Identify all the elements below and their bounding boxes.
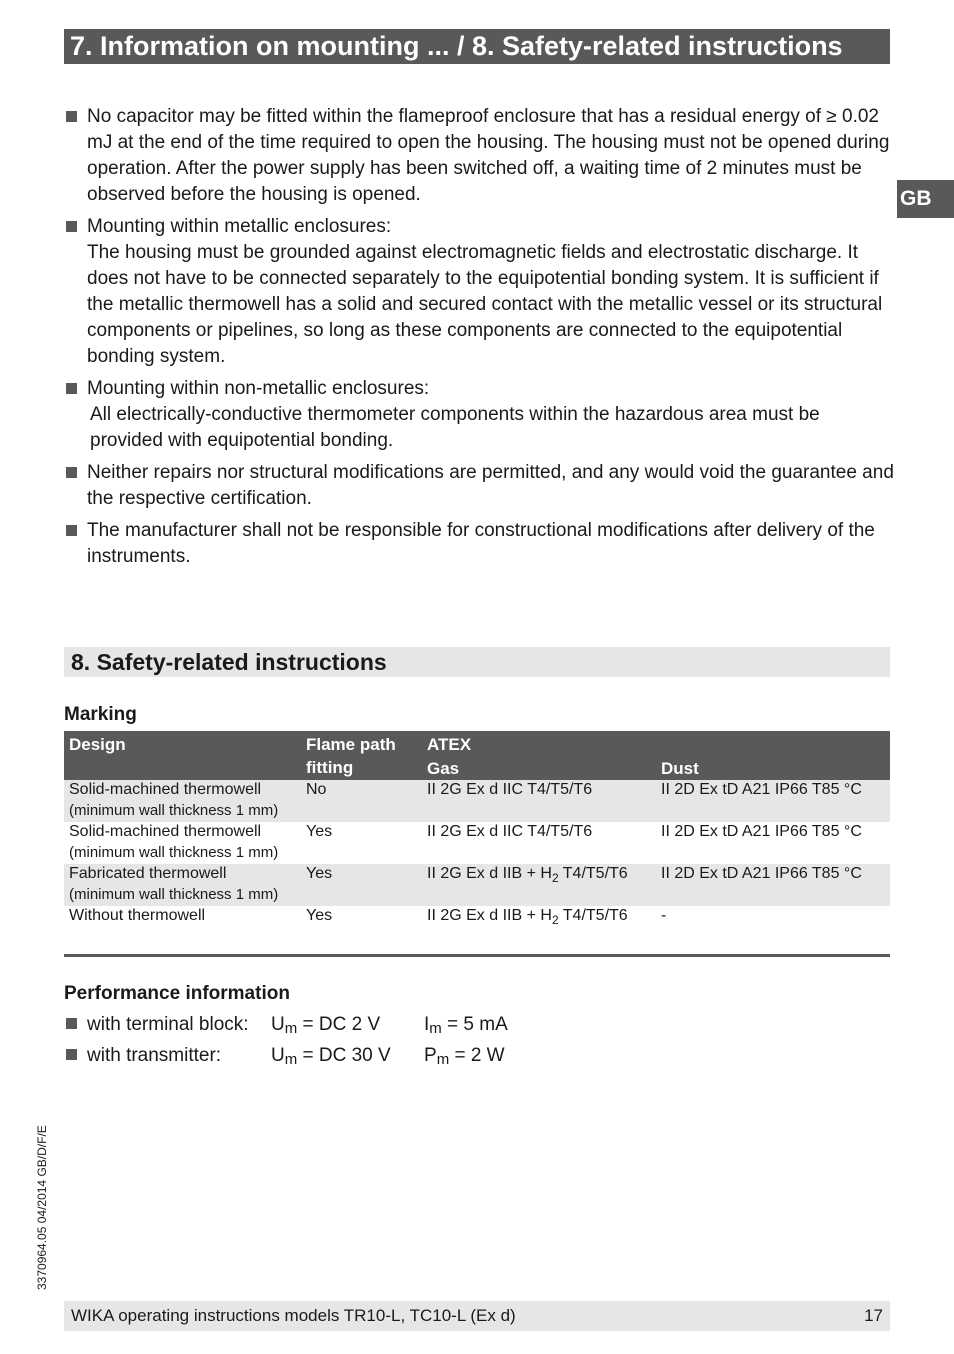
col-gas: Gas — [427, 759, 460, 778]
gas-marking: II 2G Ex d IIC T4/T5/T6 — [427, 823, 593, 840]
page-number: 17 — [864, 1306, 883, 1325]
list-item — [64, 518, 894, 570]
voltage-value — [271, 1042, 424, 1073]
cell-design — [64, 780, 301, 822]
bullet-text: Mounting within non-metallic enclosures: — [87, 378, 430, 399]
gas-marking-suffix: T4/T5/T6 — [558, 865, 628, 882]
voltage-amount: = DC 2 V — [297, 1014, 381, 1035]
footer-text: WIKA operating instructions models TR10-L, TC10-L (Ex d) — [71, 1306, 516, 1325]
square-bullet-icon — [66, 221, 77, 232]
design-note: (minimum wall thickness 1 mm) — [69, 802, 279, 819]
mounting-bullet-list — [64, 104, 894, 576]
table-row — [64, 780, 890, 822]
performance-item — [64, 1042, 894, 1073]
cell-flame-path: Yes — [306, 823, 333, 840]
cell-flame-path: Yes — [306, 907, 333, 924]
section-title: 8. Safety-related instructions — [64, 647, 890, 677]
list-item — [64, 214, 894, 370]
cell-design — [64, 864, 301, 906]
bullet-text: All electrically-conductive thermometer components within the hazardous area must be provided with equipotential bonding. — [90, 404, 820, 451]
col-atex: ATEX — [427, 735, 472, 754]
bullet-text: No capacitor may be fitted within the flameproof enclosure that has a residual energy of ≥ 0.02 mJ at the end of the time required to open the housing. The housing must not be opened during operation. After the power supply has been switched off, a waiting time of 2 minutes must be observed before the housing is opened. — [87, 106, 890, 205]
gas-marking-suffix: T4/T5/T6 — [558, 907, 628, 924]
square-bullet-icon — [66, 383, 77, 394]
square-bullet-icon — [66, 467, 77, 478]
gas-marking: II 2G Ex d IIB + H — [427, 907, 552, 924]
voltage-subscript: m — [284, 1020, 298, 1037]
marking-heading: Marking — [64, 704, 137, 725]
marking-table — [64, 731, 890, 948]
square-bullet-icon — [66, 525, 77, 536]
col-atex-gas — [422, 731, 656, 780]
current-power-amount: = 5 mA — [441, 1014, 508, 1035]
cell-dust: II 2D Ex tD A21 IP66 T85 °C — [656, 780, 890, 822]
cell-design — [64, 822, 301, 864]
current-power-value — [424, 1011, 508, 1042]
cell-gas — [422, 822, 656, 864]
gas-marking: II 2G Ex d IIC T4/T5/T6 — [427, 781, 593, 798]
language-tab: GB — [897, 180, 954, 218]
list-item — [64, 104, 894, 208]
cell-dust: - — [661, 907, 667, 924]
table-row — [64, 864, 890, 906]
design-note: (minimum wall thickness 1 mm) — [69, 886, 279, 903]
voltage-subscript: m — [284, 1051, 298, 1068]
gas-subscript: 2 — [551, 871, 559, 886]
cell-flame-path: No — [301, 780, 422, 822]
bullet-text: The manufacturer shall not be responsible for constructional modifications after delivery of the instruments. — [87, 520, 875, 567]
current-power-symbol: I — [424, 1014, 430, 1035]
cell-dust: II 2D Ex tD A21 IP66 T85 °C — [661, 823, 862, 840]
col-dust: Dust — [656, 731, 890, 780]
marking-table-header — [64, 731, 890, 780]
square-bullet-icon — [66, 1049, 77, 1060]
current-power-value — [424, 1042, 505, 1073]
performance-item — [64, 1011, 894, 1042]
footer — [64, 1301, 890, 1331]
cell-dust: II 2D Ex tD A21 IP66 T85 °C — [656, 864, 890, 906]
voltage-amount: = DC 30 V — [297, 1045, 391, 1066]
cell-gas — [422, 906, 656, 948]
gas-subscript: 2 — [551, 913, 559, 928]
performance-heading: Performance information — [64, 983, 290, 1004]
cell-flame-path: Yes — [301, 864, 422, 906]
design-name: Without thermowell — [69, 907, 206, 924]
performance-label: with transmitter: — [87, 1045, 222, 1066]
design-name: Solid-machined thermowell — [69, 781, 262, 798]
design-name: Solid-machined thermowell — [69, 823, 262, 840]
square-bullet-icon — [66, 111, 77, 122]
cell-gas — [422, 780, 656, 822]
cell-design — [64, 906, 301, 948]
voltage-symbol: U — [271, 1045, 285, 1066]
current-power-amount: = 2 W — [449, 1045, 505, 1066]
col-flame-path: Flame path fitting — [301, 731, 422, 780]
performance-label: with terminal block: — [87, 1014, 249, 1035]
table-bottom-rule — [64, 954, 890, 957]
list-item — [64, 460, 894, 512]
col-design: Design — [64, 731, 301, 780]
bullet-text: Mounting within metallic enclosures: — [87, 216, 392, 237]
cell-gas — [422, 864, 656, 906]
gas-marking: II 2G Ex d IIB + H — [427, 865, 552, 882]
design-note: (minimum wall thickness 1 mm) — [69, 844, 279, 861]
design-name: Fabricated thermowell — [69, 865, 227, 882]
square-bullet-icon — [66, 1018, 77, 1029]
document-code: 3370964.05 04/2014 GB/D/F/E — [35, 1125, 49, 1290]
voltage-symbol: U — [271, 1014, 285, 1035]
performance-list — [64, 1011, 894, 1073]
page-title: 7. Information on mounting ... / 8. Safety-related instructions — [64, 29, 890, 64]
voltage-value — [271, 1011, 424, 1042]
table-row — [64, 822, 890, 864]
list-item — [64, 376, 894, 454]
table-row — [64, 906, 890, 948]
current-power-subscript: m — [429, 1020, 442, 1037]
bullet-text: The housing must be grounded against electromagnetic fields and electrostatic discharge. It does not have to be connected separately to the equipotential bonding system. It is sufficient if the metallic thermowell has a solid and secured contact with the metallic vessel or its structural components or pipelines, so long as these components are connected to the equipotential bonding system. — [87, 242, 883, 367]
current-power-symbol: P — [424, 1045, 437, 1066]
current-power-subscript: m — [436, 1051, 450, 1068]
bullet-text: Neither repairs nor structural modifications are permitted, and any would void the guarantee and the respective certification. — [87, 462, 894, 509]
